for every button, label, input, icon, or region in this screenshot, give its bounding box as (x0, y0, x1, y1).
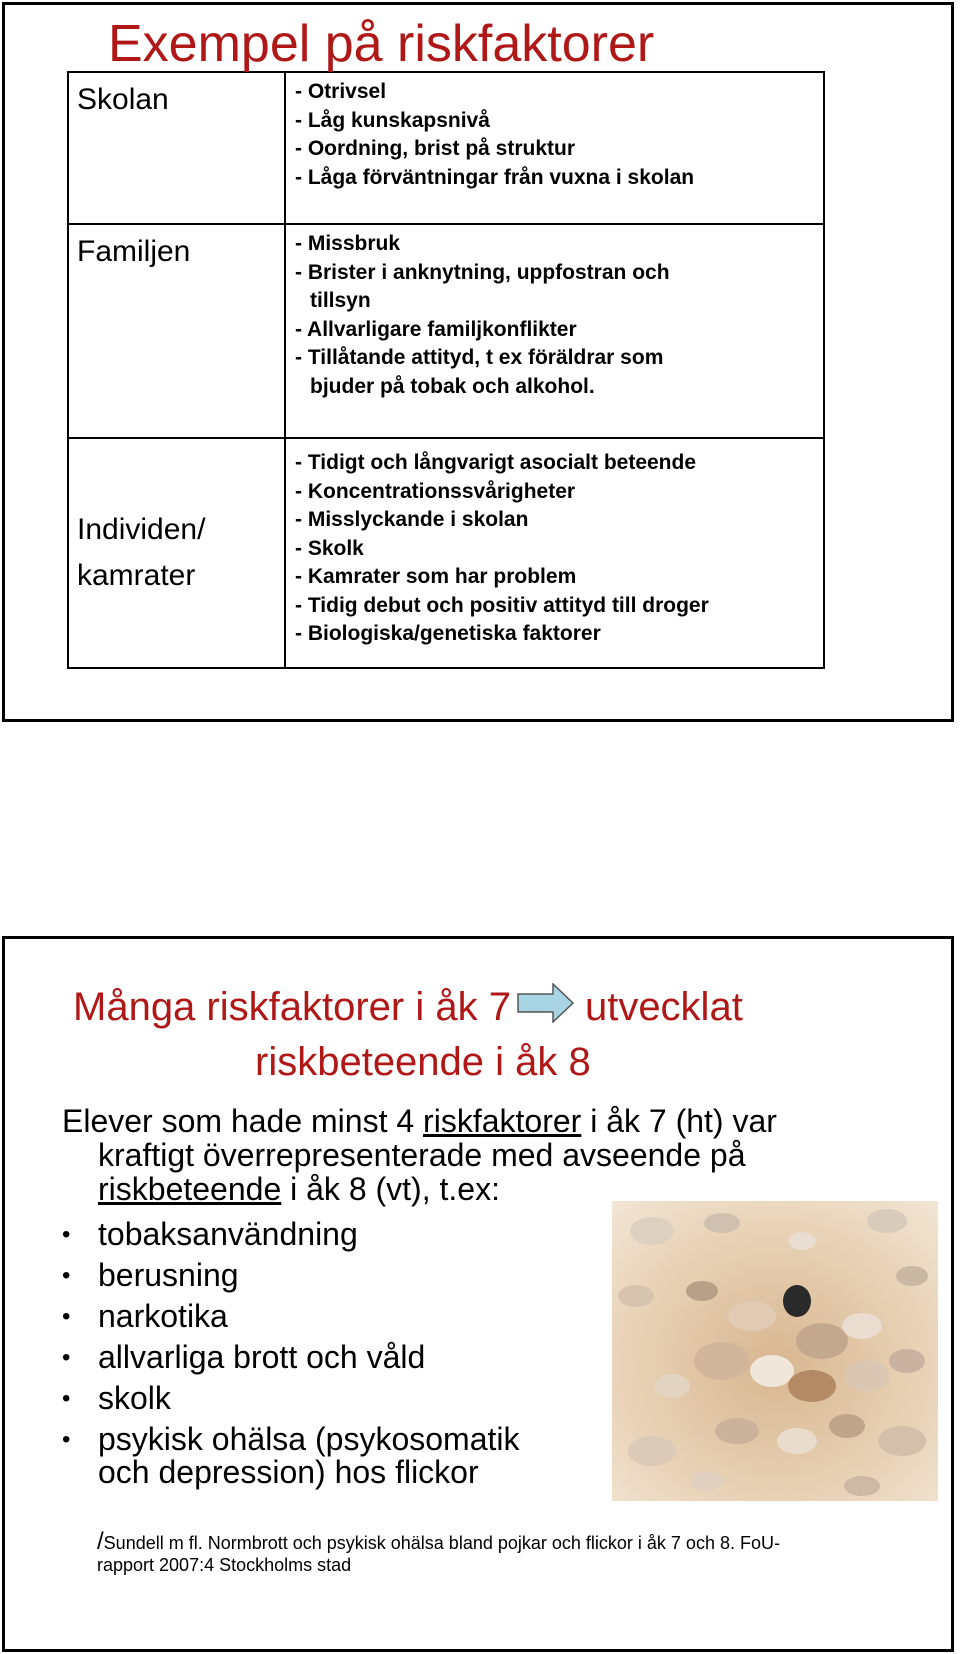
list-item-continuation: tillsyn (310, 289, 371, 312)
list-item: • tobaksanvändning (62, 1214, 777, 1255)
arrow-right-icon (517, 983, 575, 1036)
category-family: Familjen (68, 224, 285, 438)
ref-line2: rapport 2007:4 Stockholms stad (97, 1555, 352, 1575)
list-item: - Misslyckande i skolan (295, 508, 529, 531)
list-item: - Tidigt och långvarigt asocialt beteende (295, 451, 697, 474)
list-item: - Tidig debut och positiv attityd till droger (295, 593, 709, 617)
slide-risk-factors (2, 2, 954, 722)
category-individual-line1: Individen/ (77, 513, 206, 546)
list-item-continuation: bjuder på tobak och alkohol. (310, 374, 595, 398)
category-individual (68, 438, 285, 668)
underlined-term-riskfaktorer: riskfaktorer (423, 1103, 582, 1139)
items-school (285, 72, 824, 224)
list-item: - Låga förväntningar från vuxna i skolan (295, 165, 695, 189)
list-item: - Allvarligare familjkonflikter (295, 317, 577, 341)
list-item: - Biologiska/genetiska faktorer (295, 622, 601, 645)
list-item: • berusning (62, 1255, 777, 1296)
items-individual (285, 438, 824, 668)
title-line2: riskbeteende i åk 8 (255, 1039, 591, 1084)
slide-title: Exempel på riskfaktorer (108, 15, 655, 73)
category-school: Skolan (68, 72, 285, 224)
list-item: - Oordning, brist på struktur (295, 137, 576, 160)
para-text: Elever som hade minst 4 (62, 1103, 424, 1139)
list-item: - Otrivsel (295, 80, 387, 103)
ref-slash: / (97, 1528, 104, 1555)
title-part2: utvecklat (584, 985, 743, 1029)
list-item: • skolk (62, 1378, 777, 1419)
risk-factor-table (67, 71, 825, 669)
table-row-individual (68, 438, 824, 668)
slide-title (73, 981, 743, 1088)
list-item-line2: och depression) hos flickor (98, 1454, 479, 1490)
list-item: - Koncentrationssvårigheter (295, 479, 576, 503)
list-item: - Brister i anknytning, uppfostran och (295, 260, 670, 284)
list-item: • narkotika (62, 1296, 777, 1337)
list-item: • allvarliga brott och våld (62, 1337, 777, 1378)
list-item-line1: psykisk ohälsa (psykosomatik (98, 1421, 520, 1457)
list-item: - Skolk (295, 536, 364, 560)
category-individual-line2: kamrater (77, 559, 196, 592)
title-line1 (73, 981, 743, 1036)
para-text: i åk 8 (vt), t.ex: (281, 1171, 500, 1207)
underlined-term-riskbeteende: riskbeteende (98, 1171, 282, 1207)
items-family (285, 224, 824, 438)
intro-paragraph (62, 1104, 777, 1206)
reference-note (97, 1528, 780, 1576)
ref-line1: Sundell m fl. Normbrott och psykisk ohälsa bland pojkar och flickor i åk 7 och 8. FoU- (103, 1533, 780, 1553)
list-item: - Missbruk (295, 232, 401, 255)
title-part1: Många riskfaktorer i åk 7 (73, 985, 511, 1029)
list-item: - Kamrater som har problem (295, 565, 577, 588)
para-line2: kraftigt överrepresenterade med avseende på (98, 1137, 746, 1173)
list-item: - Låg kunskapsnivå (295, 108, 490, 132)
slide-risk-behaviour (2, 936, 954, 1652)
table-row-school (68, 72, 824, 224)
para-text: i åk 7 (ht) var (581, 1103, 777, 1139)
list-item: - Tillåtande attityd, t ex föräldrar som (295, 346, 664, 369)
table-row-family (68, 224, 824, 438)
shells-photo (612, 1201, 938, 1501)
